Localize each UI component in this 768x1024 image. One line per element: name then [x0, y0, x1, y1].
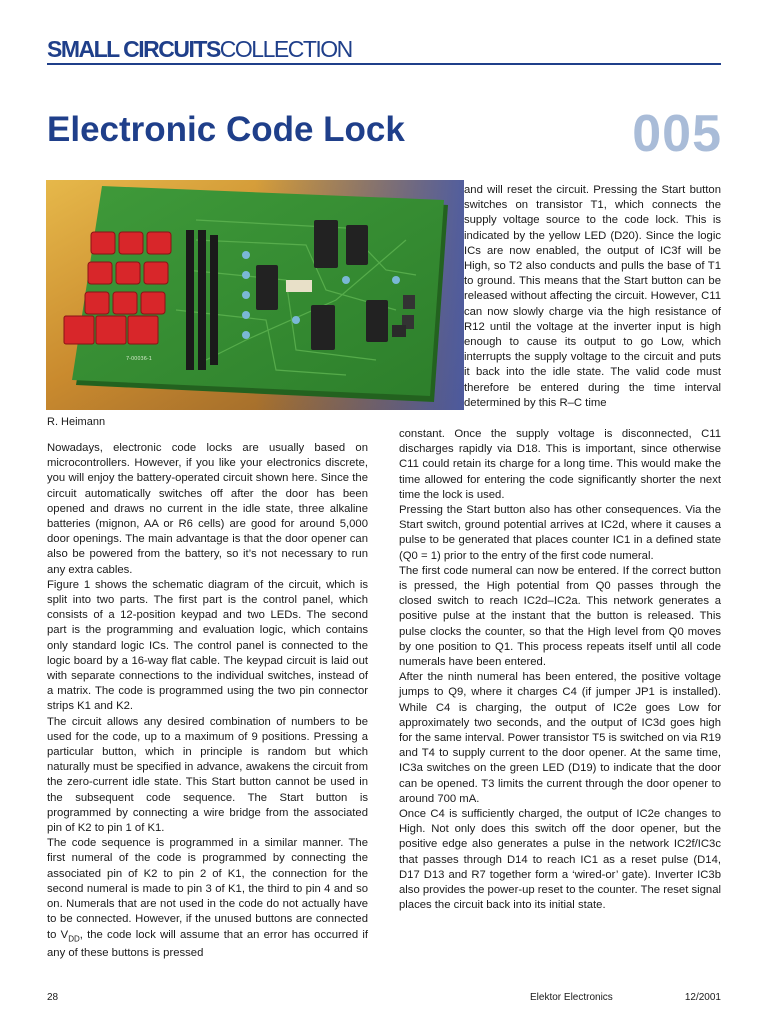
paragraph: After the ninth numeral has been entered, the positive voltage jumps to Q9, where it charges C4 (if jumper JP1 is installed). While C4 is charging, the output of IC2e goes Low for approximately two seconds, and the output of IC3d goes high for the same interval. Power transistor T5 is switched on via R19 and T4 to supply current to the door opener. At the same time, IC3a switches on the green LED (D19) to indicate that the door can be opened. T3 limits the current through the door opener to around 700 mA. [399, 671, 721, 805]
column-right-top [464, 183, 721, 411]
paragraph: The circuit allows any desired combination of numbers to be used for the code, up to a maximum of 9 positions. Pressing a particular button, which in principle is random but which naturally must be specified in advance, awakens the circuit from the zero-current idle state. This Start button cannot be used in the subsequent code sequence. The Start button is programmed by connecting a wire bridge from the associated pin of K2 to pin 1 of K1. [47, 715, 368, 835]
paragraph: Once C4 is sufficiently charged, the output of IC2e changes to High. Not only does this switch off the door opener, but the positive edge also generates a pulse in the network IC2f/IC3c that passes through D14 to reach IC1 as a reset pulse (D14, D17 D13 and R7 together form a ‘wired-or’ gate). Inverter IC3b also provides the power-up reset to the counter. The reset signal places the circuit back into its initial state. [399, 808, 721, 912]
subscript: DD [68, 933, 80, 943]
paragraph: and will reset the circuit. Pressing the Start button switches on transistor T1, which connects the supply voltage source to the code lock. This is indicated by the yellow LED (D20). Since the logic ICs are now enabled, the output of IC3f will be High, so T2 also conducts and pulls the base of T1 to ground. This means that the Start button can be released without affecting the circuit. However, C11 can now slowly charge via the high resistance of R12 until the voltage at the inverter input is high enough to cause its output to go Low, which interrupts the supply voltage to the circuit and puts it back into the idle state. The valid code must therefore be entered during the time interval determined by this R–C time [464, 184, 721, 409]
article-title: Electronic Code Lock [47, 110, 405, 149]
paragraph: Figure 1 shows the schematic diagram of the circuit, which is split into two parts. The first part is the control panel, which consists of a 12-position keypad and two LEDs. The second part is the programming and evaluation logic, which contains only standard logic ICs. The control panel is connected to the logic board by a 16-way flat cable. The keypad circuit is laid out with separate connections to the individual switches, instead of a matrix. The code is programmed using the two pin connector strips K1 and K2. [47, 578, 368, 713]
series-light: COLLECTION [219, 36, 352, 62]
paragraph-text: The code sequence is programmed in a similar manner. The first numeral of the code is programmed by connecting the associated pin of K2 to pin 2 of K1, the connection for the second numeral is made to pin 3 of K1, the third to pin 4 and so on. Numerals that are not used in the code do not actually have to be connected. However, if the unused buttons are connected to V [47, 837, 368, 941]
paragraph: Pressing the Start button also has other consequences. Via the Start switch, ground potential arrives at IC2d, where it causes a pulse to be generated that places counter IC1 in a defined state (Q0 = 1) prior to the entry of the first code numeral. [399, 504, 721, 562]
board-label: 7-00036-1 [126, 356, 152, 362]
paragraph: The first code numeral can now be entered. If the correct button is pressed, the High potential from Q0 passes through the closed switch to reach IC2d–IC2a. This network generates a positive pulse at the instant that the button is released. This pulse clocks the counter, so that the High level from Q0 moves by one position to Q1. This process repeats itself until all code numerals have been entered. [399, 564, 721, 669]
issue-date: 12/2001 [684, 992, 721, 1003]
column-left [47, 441, 368, 961]
paragraph: Nowadays, electronic code locks are usually based on microcontrollers. However, if you like your electronics discrete, you will enjoy the battery-operated circuit shown here. Since the circuit automatically switches off after the door has been opened and draws no current in the idle state, three alkaline batteries (mignon, AA or R6 cells) are good for around 5,000 door openings. The main advantage is that the door opener can also be powered from the battery, so it’s not necessary to run any extra cables. [47, 442, 368, 576]
series-heading [47, 36, 352, 63]
circuit-board-photo [46, 180, 464, 410]
article-number: 005 [632, 105, 722, 163]
paragraph: constant. Once the supply voltage is disconnected, C11 discharges rapidly via D18. This is important, since otherwise C11 could retain its charge for a long time. This would make the time allowed for entering the code significantly shorter the next time the lock is used. [399, 428, 721, 501]
series-bold: SMALL CIRCUITS [47, 36, 220, 62]
column-right [399, 427, 721, 914]
header-rule [47, 63, 721, 65]
page-number: 28 [47, 992, 59, 1003]
magazine-name: Elektor Electronics [530, 992, 613, 1003]
author: R. Heimann [47, 416, 106, 428]
paragraph-text: , the code lock will assume that an error has occurred if any of these buttons is pressed [47, 928, 368, 959]
paragraph [47, 836, 368, 961]
